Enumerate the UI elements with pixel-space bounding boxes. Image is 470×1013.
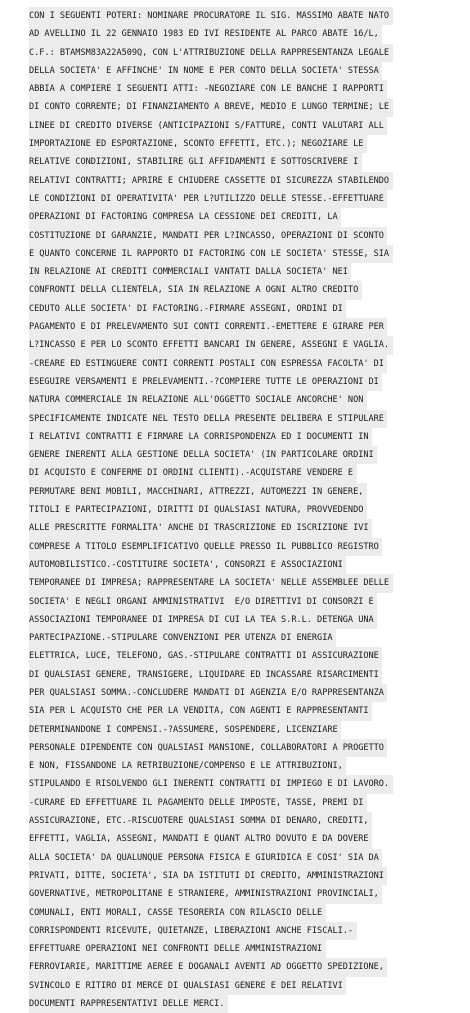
- text-line: ESEGUIRE VERSAMENTI E PRELEVAMENTI.-?COMPIERE TUTTE LE OPERAZIONI DI: [29, 373, 382, 391]
- document-text-block: [29, 7, 449, 1013]
- text-line: DI ACQUISTO E CONFERME DI ORDINI CLIENTI).-ACQUISTARE VENDERE E: [29, 464, 357, 482]
- text-line: EFFETTUARE OPERAZIONI NEI CONFRONTI DELLE AMMINISTRAZIONI: [29, 940, 326, 958]
- text-line: RELATIVI CONTRATTI; APRIRE E CHIUDERE CASSETTE DI SICUREZZA STABILENDO: [29, 172, 393, 190]
- text-line: -CURARE ED EFFETTUARE IL PAGAMENTO DELLE IMPOSTE, TASSE, PREMI DI: [29, 794, 367, 812]
- text-line: LINEE DI CREDITO DIVERSE (ANTICIPAZIONI S/FATTURE, CONTI VALUTARI ALL: [29, 117, 387, 135]
- text-line: AUTOMOBILISTICO.-COSTITUIRE SOCIETA', CONSORZI E ASSOCIAZIONI: [29, 556, 346, 574]
- text-line: FERROVIARIE, MARITTIME AEREE E DOGANALI AVENTI AD OGGETTO SPEDIZIONE,: [29, 958, 387, 976]
- text-line: -CREARE ED ESTINGUERE CONTI CORRENTI POSTALI CON ESPRESSA FACOLTA' DI: [29, 355, 387, 373]
- text-line: ASSICURAZIONE, ETC.-RISCUOTERE QUALSIASI SOMMA DI DENARO, CREDITI,: [29, 812, 372, 830]
- text-line: PRIVATI, DITTE, SOCIETA', SIA DA ISTITUTI DI CREDITO, AMMINISTRAZIONI: [29, 867, 387, 885]
- text-line: I RELATIVI CONTRATTI E FIRMARE LA CORRISPONDENZA ED I DOCUMENTI IN: [29, 428, 372, 446]
- text-line: LE CONDIZIONI DI OPERATIVITA' PER L?UTILIZZO DELLE STESSE.-EFFETTUARE: [29, 190, 387, 208]
- text-line: DOCUMENTI RAPPRESENTATIVI DELLE MERCI.: [29, 995, 228, 1013]
- text-line: IN RELAZIONE AI CREDITI COMMERCIALI VANTATI DALLA SOCIETA' NEI: [29, 263, 351, 281]
- text-line: COSTITUZIONE DI GARANZIE, MANDATI PER L?INCASSO, OPERAZIONI DI SCONTO: [29, 227, 387, 245]
- text-line: TITOLI E PARTECIPAZIONI, DIRITTI DI QUALSIASI NATURA, PROVVEDENDO: [29, 501, 367, 519]
- text-line: EFFETTI, VAGLIA, ASSEGNI, MANDATI E QUANT ALTRO DOVUTO E DA DOVERE: [29, 830, 372, 848]
- text-line: SVINCOLO E RITIRO DI MERCE DI QUALSIASI GENERE E DEI RELATIVI: [29, 977, 346, 995]
- text-line: ALLA SOCIETA' DA QUALUNQUE PERSONA FISICA E GIURIDICA E COSI' SIA DA: [29, 849, 382, 867]
- text-line: AD AVELLINO IL 22 GENNAIO 1983 ED IVI RESIDENTE AL PARCO ABATE 16/L,: [29, 25, 382, 43]
- text-line: COMUNALI, ENTI MORALI, CASSE TESORERIA CON RILASCIO DELLE: [29, 904, 326, 922]
- text-line: DELLA SOCIETA' E AFFINCHE' IN NOME E PER CONTO DELLA SOCIETA' STESSA: [29, 62, 382, 80]
- text-line: COMPRESE A TITOLO ESEMPLIFICATIVO QUELLE PRESSO IL PUBBLICO REGISTRO: [29, 538, 382, 556]
- text-line: CEDUTO ALLE SOCIETA' DI FACTORING.-FIRMARE ASSEGNI, ORDINI DI: [29, 300, 346, 318]
- text-line: DI CONTO CORRENTE; DI FINANZIAMENTO A BREVE, MEDIO E LUNGO TERMINE; LE: [29, 98, 393, 116]
- text-line: E QUANTO CONCERNE IL RAPPORTO DI FACTORING CON LE SOCIETA' STESSE, SIA: [29, 245, 393, 263]
- text-line: CORRISPONDENTI RICEVUTE, QUIETANZE, LIBERAZIONI ANCHE FISCALI.-: [29, 922, 357, 940]
- text-line: ELETTRICA, LUCE, TELEFONO, GAS.-STIPULARE CONTRATTI DI ASSICURAZIONE: [29, 647, 382, 665]
- text-line: CONFRONTI DELLA CLIENTELA, SIA IN RELAZIONE A OGNI ALTRO CREDITO: [29, 281, 362, 299]
- text-line: ASSOCIAZIONI TEMPORANEE DI IMPRESA DI CUI LA TEA S.R.L. DETENGA UNA: [29, 611, 377, 629]
- text-line: RELATIVE CONDIZIONI, STABILIRE GLI AFFIDAMENTI E SOTTOSCRIVERE I: [29, 153, 362, 171]
- text-line: IMPORTAZIONE ED ESPORTAZIONE, SCONTO EFFETTI, ETC.); NEGOZIARE LE: [29, 135, 367, 153]
- text-line: E NON, FISSANDONE LA RETRIBUZIONE/COMPENSO E LE ATTRIBUZIONI,: [29, 757, 346, 775]
- text-line: NATURA COMMERCIALE IN RELAZIONE ALL'OGGETTO SOCIALE ANCORCHE' NON: [29, 391, 367, 409]
- text-line: PERSONALE DIPENDENTE CON QUALSIASI MANSIONE, COLLABORATORI A PROGETTO: [29, 739, 387, 757]
- text-line: DETERMINANDONE I COMPENSI.-?ASSUMERE, SOSPENDERE, LICENZIARE: [29, 721, 341, 739]
- text-line: OPERAZIONI DI FACTORING COMPRESA LA CESSIONE DEI CREDITI, LA: [29, 208, 341, 226]
- text-line: SPECIFICAMENTE INDICATE NEL TESTO DELLA PRESENTE DELIBERA E STIPULARE: [29, 410, 387, 428]
- text-line: C.F.: BTAMSM83A22A509Q, CON L'ATTRIBUZIONE DELLA RAPPRESENTANZA LEGALE: [29, 44, 393, 62]
- text-line: SOCIETA' E NEGLI ORGANI AMMINISTRATIVI E/O DIRETTIVI DI CONSORZI E: [29, 593, 377, 611]
- text-line: STIPULANDO E RISOLVENDO GLI INERENTI CONTRATTI DI IMPIEGO E DI LAVORO.: [29, 775, 393, 793]
- text-line: SIA PER L ACQUISTO CHE PER LA VENDITA, CON AGENTI E RAPPRESENTANTI: [29, 702, 372, 720]
- text-line: ALLE PRESCRITTE FORMALITA' ANCHE DI TRASCRIZIONE ED ISCRIZIONE IVI: [29, 519, 372, 537]
- text-line: GOVERNATIVE, METROPOLITANE E STRANIERE, AMMINISTRAZIONI PROVINCIALI,: [29, 885, 382, 903]
- text-line: GENERE INERENTI ALLA GESTIONE DELLA SOCIETA' (IN PARTICOLARE ORDINI: [29, 446, 377, 464]
- text-line: PERMUTARE BENI MOBILI, MACCHINARI, ATTREZZI, AUTOMEZZI IN GENERE,: [29, 483, 367, 501]
- text-line: PER QUALSIASI SOMMA.-CONCLUDERE MANDATI DI AGENZIA E/O RAPPRESENTANZA: [29, 684, 387, 702]
- text-line: DI QUALSIASI GENERE, TRANSIGERE, LIQUIDARE ED INCASSARE RISARCIMENTI: [29, 666, 382, 684]
- text-line: L?INCASSO E PER LO SCONTO EFFETTI BANCARI IN GENERE, ASSEGNI E VAGLIA.: [29, 336, 393, 354]
- text-line: ABBIA A COMPIERE I SEGUENTI ATTI: -NEGOZIARE CON LE BANCHE I RAPPORTI: [29, 80, 387, 98]
- text-line: CON I SEGUENTI POTERI: NOMINARE PROCURATORE IL SIG. MASSIMO ABATE NATO: [29, 7, 393, 25]
- text-line: PARTECIPAZIONE.-STIPULARE CONVENZIONI PER UTENZA DI ENERGIA: [29, 629, 336, 647]
- text-line: TEMPORANEE DI IMPRESA; RAPPRESENTARE LA SOCIETA' NELLE ASSEMBLEE DELLE: [29, 574, 393, 592]
- text-line: PAGAMENTO E DI PRELEVAMENTO SUI CONTI CORRENTI.-EMETTERE E GIRARE PER: [29, 318, 387, 336]
